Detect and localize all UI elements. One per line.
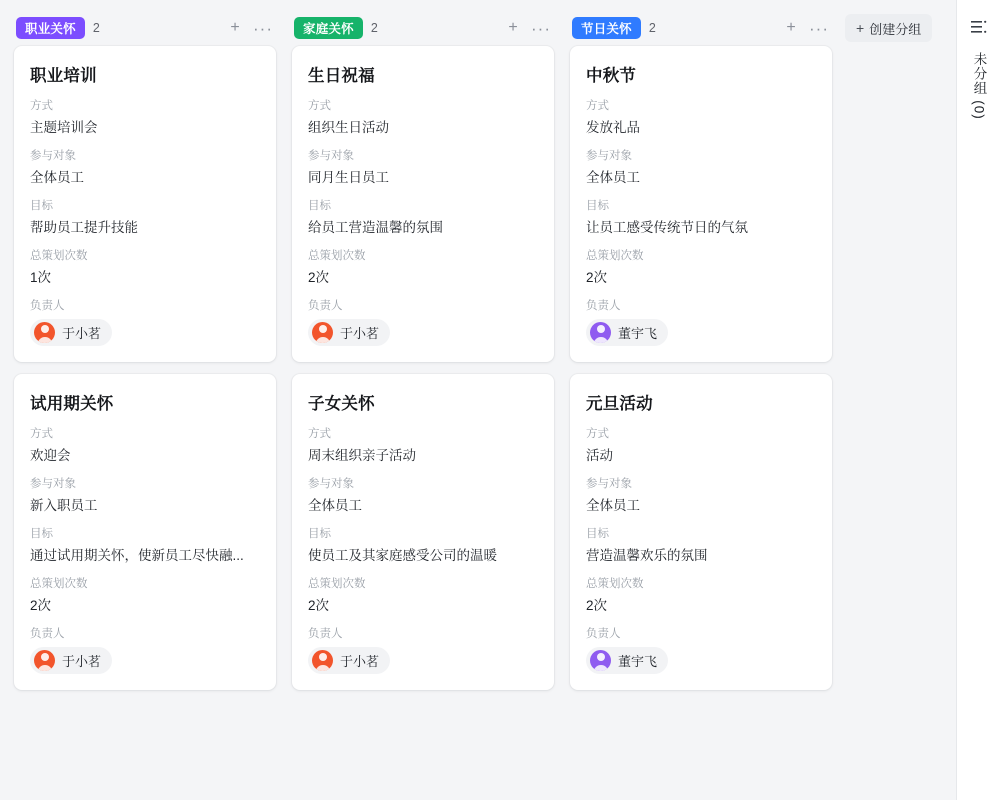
- card-owner-field: [586, 300, 816, 348]
- card-field-value: 帮助员工提升技能: [30, 219, 138, 235]
- owner-name: 于小茗: [62, 653, 102, 669]
- avatar: [590, 322, 611, 343]
- kanban-card[interactable]: [570, 46, 832, 362]
- card-field-value: 周末组织亲子活动: [308, 447, 416, 463]
- card-field-label: 目标: [308, 527, 331, 540]
- card-field-value: 营造温馨欢乐的氛围: [586, 547, 708, 563]
- card-field: [586, 428, 816, 465]
- owner-name: 董宇飞: [618, 325, 658, 341]
- card-field: [586, 578, 816, 615]
- card-field-label: 参与对象: [586, 477, 632, 490]
- column-card-count: 2: [648, 21, 656, 35]
- ungrouped-section-label[interactable]: 未分组 (0): [971, 52, 987, 120]
- card-field: [30, 428, 260, 465]
- card-field: [586, 200, 816, 237]
- owner-pill[interactable]: [30, 647, 112, 674]
- right-rail: [956, 0, 1000, 800]
- column-header: [292, 10, 554, 46]
- card-field-value: 2次: [586, 269, 608, 285]
- card-field-value: 给员工营造温馨的氛围: [308, 219, 443, 235]
- card-field-value: 让员工感受传统节日的气氛: [586, 219, 748, 235]
- card-field-value: 2次: [586, 597, 608, 613]
- card-field-label: 总策划次数: [308, 577, 366, 590]
- kanban-card[interactable]: [14, 46, 276, 362]
- card-field: [308, 200, 538, 237]
- card-field-value: 使员工及其家庭感受公司的温暖: [308, 547, 497, 563]
- card-field: [308, 478, 538, 515]
- card-field: [30, 200, 260, 237]
- card-field-label: 参与对象: [586, 150, 632, 163]
- card-field-label: 参与对象: [30, 477, 76, 490]
- card-field-label: 目标: [586, 527, 609, 540]
- card-owner-field: [308, 628, 538, 676]
- card-field-value: 2次: [308, 269, 330, 285]
- card-field-value: 全体员工: [30, 169, 84, 185]
- card-owner-field: [30, 300, 260, 348]
- card-field-value: 通过试用期关怀，使新员工尽快融...: [30, 547, 244, 563]
- card-field-value: 同月生日员工: [308, 169, 389, 185]
- card-field-value: 组织生日活动: [308, 119, 389, 135]
- card-owner-field: [30, 628, 260, 676]
- card-field: [30, 528, 260, 565]
- kanban-column: [14, 10, 276, 690]
- card-field-label: 总策划次数: [586, 577, 644, 590]
- card-field: [308, 428, 538, 465]
- card-owner-label: 负责人: [586, 300, 621, 313]
- card-owner-label: 负责人: [586, 627, 621, 640]
- avatar: [34, 650, 55, 671]
- card-title: 中秋节: [586, 67, 637, 85]
- card-field-label: 参与对象: [308, 150, 354, 163]
- card-owner-field: [308, 300, 538, 348]
- card-field: [30, 250, 260, 287]
- card-field-label: 目标: [308, 200, 331, 213]
- card-field-label: 方式: [308, 100, 331, 112]
- card-field-label: 目标: [30, 200, 53, 213]
- card-field-value: 欢迎会: [30, 447, 71, 463]
- kanban-card[interactable]: [570, 374, 832, 690]
- card-field: [308, 578, 538, 615]
- owner-pill[interactable]: [586, 319, 668, 346]
- plus-icon: +: [856, 20, 865, 36]
- card-field: [308, 250, 538, 287]
- card-field: [308, 528, 538, 565]
- owner-name: 董宇飞: [618, 653, 658, 669]
- card-field-value: 全体员工: [586, 497, 640, 513]
- card-field-value: 新入职员工: [30, 497, 98, 513]
- card-field: [586, 528, 816, 565]
- card-owner-label: 负责人: [30, 300, 65, 313]
- card-field-label: 目标: [586, 200, 609, 213]
- card-field-value: 主题培训会: [30, 119, 98, 135]
- column-title-chip[interactable]: 家庭关怀: [294, 17, 363, 39]
- kanban-column: [570, 10, 832, 690]
- card-field-label: 方式: [30, 100, 53, 112]
- card-field-value: 1次: [30, 269, 52, 285]
- card-owner-label: 负责人: [308, 627, 343, 640]
- card-field-label: 方式: [586, 427, 609, 440]
- card-field-value: 2次: [30, 597, 52, 613]
- column-card-list: [14, 46, 276, 690]
- card-field: [308, 150, 538, 187]
- card-title: 子女关怀: [308, 394, 375, 413]
- kanban-card[interactable]: [14, 374, 276, 690]
- card-field-label: 总策划次数: [30, 577, 88, 590]
- card-title: 元旦活动: [586, 394, 653, 413]
- column-card-list: [570, 46, 832, 690]
- kanban-card[interactable]: [292, 374, 554, 690]
- owner-name: 于小茗: [340, 325, 380, 341]
- add-card-plus-icon[interactable]: +: [508, 19, 518, 36]
- card-field-label: 方式: [30, 427, 53, 440]
- card-field-label: 方式: [308, 427, 331, 440]
- avatar: [312, 650, 333, 671]
- card-field-label: 方式: [586, 100, 609, 112]
- card-field: [30, 100, 260, 137]
- avatar: [312, 322, 333, 343]
- add-card-plus-icon[interactable]: +: [786, 19, 796, 36]
- card-field: [586, 478, 816, 515]
- card-field: [30, 150, 260, 187]
- card-field: [308, 100, 538, 137]
- add-card-plus-icon[interactable]: +: [230, 19, 240, 36]
- card-field: [30, 478, 260, 515]
- owner-name: 于小茗: [340, 653, 380, 669]
- card-field: [586, 150, 816, 187]
- card-field: [586, 250, 816, 287]
- owner-pill[interactable]: [30, 319, 112, 346]
- list-menu-icon[interactable]: [968, 16, 990, 38]
- column-header: [570, 10, 832, 46]
- column-header: [14, 10, 276, 46]
- card-field-label: 总策划次数: [586, 250, 644, 263]
- card-title: 职业培训: [30, 67, 97, 85]
- owner-name: 于小茗: [62, 325, 102, 341]
- card-field-value: 2次: [308, 597, 330, 613]
- kanban-column: [292, 10, 554, 690]
- column-title-chip[interactable]: 职业关怀: [16, 17, 85, 39]
- card-field-label: 目标: [30, 527, 53, 540]
- create-group-label: 创建分组: [869, 21, 922, 37]
- card-field-value: 发放礼品: [586, 119, 640, 135]
- card-title: 生日祝福: [308, 67, 375, 85]
- card-owner-field: [586, 628, 816, 676]
- card-field: [586, 100, 816, 137]
- card-field-value: 活动: [586, 447, 613, 463]
- owner-pill[interactable]: [308, 647, 390, 674]
- kanban-card[interactable]: [292, 46, 554, 362]
- owner-pill[interactable]: [308, 319, 390, 346]
- card-field-label: 总策划次数: [30, 250, 88, 263]
- avatar: [34, 322, 55, 343]
- column-more-ellipsis-icon[interactable]: ···: [809, 18, 829, 38]
- column-card-count: 2: [92, 21, 100, 35]
- card-field-label: 参与对象: [308, 477, 354, 490]
- create-group-button[interactable]: [845, 14, 932, 42]
- card-owner-label: 负责人: [30, 627, 65, 640]
- card-title: 试用期关怀: [30, 394, 114, 413]
- avatar: [590, 650, 611, 671]
- column-card-count: 2: [370, 21, 378, 35]
- card-field-value: 全体员工: [308, 497, 362, 513]
- column-more-ellipsis-icon[interactable]: ···: [531, 18, 551, 38]
- column-more-ellipsis-icon[interactable]: ···: [253, 18, 273, 38]
- card-field-label: 总策划次数: [308, 250, 366, 263]
- card-field-label: 参与对象: [30, 150, 76, 163]
- card-field: [30, 578, 260, 615]
- column-card-list: [292, 46, 554, 690]
- card-field-value: 全体员工: [586, 169, 640, 185]
- card-owner-label: 负责人: [308, 300, 343, 313]
- owner-pill[interactable]: [586, 647, 668, 674]
- column-title-chip[interactable]: 节日关怀: [572, 17, 641, 39]
